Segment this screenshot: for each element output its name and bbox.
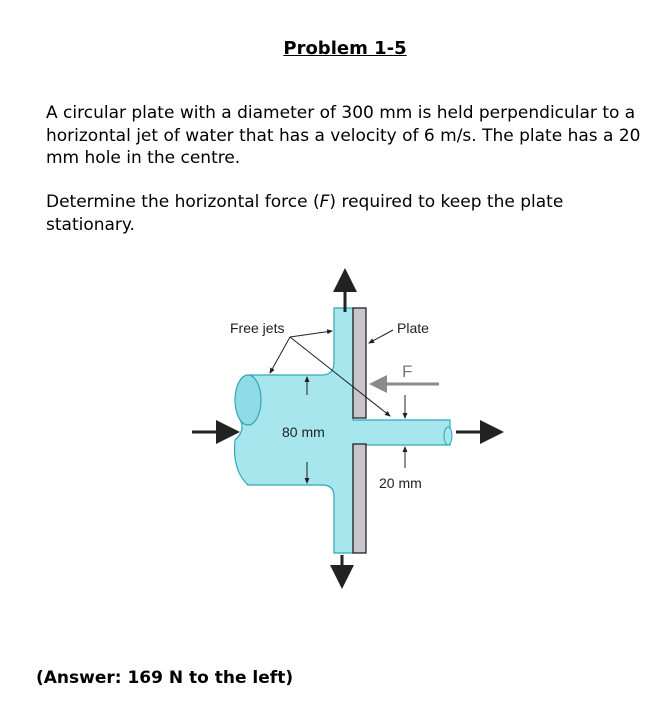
plate-upper: [353, 308, 366, 418]
force-label: F: [402, 362, 413, 381]
problem-statement: A circular plate with a diameter of 300 mm is held perpendicular to a horizontal jet of water that has a velocity of 6 m/s. The plate has a 20 mm hole in the centre.: [46, 103, 641, 168]
water-jet: [235, 308, 450, 553]
hole-diameter-label: 20 mm: [379, 475, 422, 491]
question-text-after: ) required to keep the plate stationary.: [46, 192, 564, 235]
jet-inlet-end: [235, 375, 261, 425]
jet-outlet-end: [444, 427, 452, 445]
jet-diameter-label: 80 mm: [282, 424, 325, 440]
problem-title: Problem 1-5: [283, 38, 407, 59]
plate-label: Plate: [397, 320, 429, 336]
force-variable: F: [319, 192, 330, 212]
free-jets-label: Free jets: [230, 320, 285, 336]
answer: (Answer: 169 N to the left): [36, 668, 294, 688]
plate-lower: [353, 444, 366, 553]
question-text-before: Determine the horizontal force (: [46, 192, 320, 212]
